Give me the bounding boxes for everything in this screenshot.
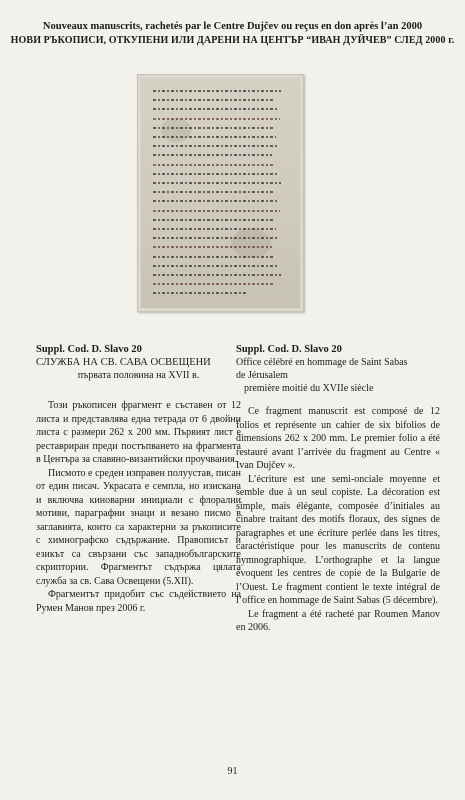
paper-stain	[231, 228, 271, 258]
bulgarian-column	[36, 343, 241, 615]
manuscript-text-line	[153, 118, 280, 120]
manuscript-text-line	[153, 283, 274, 285]
manuscript-text-line	[153, 292, 248, 294]
manuscript-text-line	[153, 145, 279, 147]
manuscript-text-line	[153, 136, 276, 138]
manuscript-date: première moitié du XVIIe siècle	[244, 383, 374, 394]
manuscript-title-line1: Office célébré en hommage de Saint Sabas	[236, 357, 408, 368]
manuscript-text-line	[153, 127, 273, 129]
description-paragraph: L’écriture est une semi-onciale moyenne et semble due à un seul copiste. La décoration est simple, mais élégante, composée d’initiales au cinabre traitant des motifs floraux, des signes de paragraphes et une écriture perlée dans les titres, caractéristique pour les manuscrits de contenu hymnographique. L’orthographe et la langue évoquent les centres de copie de la Bulgarie de l’Ouest. Le fragment contient le texte intégral de l’office en hommage de Saint Sabas (5 décembre).	[236, 473, 440, 606]
page-header	[0, 20, 465, 48]
manuscript-text-line	[153, 228, 276, 230]
description-paragraph: Фрагментът придобит със съдействието на Румен Манов през 2006 г.	[36, 589, 241, 614]
manuscript-text-line	[153, 265, 278, 267]
manuscript-text-line	[153, 191, 274, 193]
manuscript-text-line	[153, 182, 281, 184]
manuscript-text-line	[153, 108, 277, 110]
french-column	[236, 343, 440, 635]
page-number: 91	[227, 766, 238, 777]
description-paragraph: Този ръкописен фрагмент е съставен от 12 листа и представлява една тетрада от 6 двойни листа с размери 262 х 200 мм. Първият лист е реставриран преди постъпването на фрагмента в Центъра за славяно-византийски проучвания.	[36, 400, 241, 465]
manuscript-code: Suppl. Cod. D. Slavo 20	[36, 344, 142, 355]
manuscript-date: първата половина на XVII в.	[77, 370, 200, 381]
paper-stain	[161, 118, 191, 142]
manuscript-title-line2: de Jérusalem	[236, 370, 288, 381]
description-paragraph: Ce fragment manuscrit est composé de 12 folios et représente un cahier de six bifolios de dimensions 262 x 200 mm. Le premier folio a été restauré avant l’arrivée du fragment au Centre « Ivan Dujčev ».	[236, 406, 440, 471]
header-title-bulgarian: НОВИ РЪКОПИСИ, ОТКУПЕНИ ИЛИ ДАРЕНИ НА ЦЕНТЪР “ИВАН ДУЙЧЕВ” СЛЕД 2000 г.	[10, 35, 455, 46]
manuscript-text-line	[153, 210, 280, 212]
description-paragraph: Le fragment a été racheté par Roumen Manov en 2006.	[236, 608, 440, 633]
manuscript-text-line	[153, 219, 273, 221]
manuscript-text-line	[153, 274, 281, 276]
manuscript-photo	[137, 74, 304, 312]
manuscript-text-line	[153, 90, 281, 92]
manuscript-text-line	[153, 99, 274, 101]
manuscript-leaf	[141, 78, 300, 308]
manuscript-code: Suppl. Cod. D. Slavo 20	[236, 344, 342, 355]
description-paragraph: Писмото е средeн изправен полуустав, писан от един писач. Украсата е семпла, но изискана и включва киноварни инициали с флорални мотиви, параграфни знаци и везано писмо в заглавията, които са характерни за ръкописите с химнографско съдържание. Правописът и езикът са свързани със западнобългарските скриптории. Фрагментът съдържа цялата служба за св. Сава Освещени (5.XII).	[36, 467, 241, 587]
manuscript-text-line	[153, 256, 275, 258]
manuscript-text-line	[153, 173, 278, 175]
manuscript-text-line	[153, 164, 275, 166]
manuscript-text-line	[153, 246, 272, 248]
manuscript-text-line	[153, 237, 279, 239]
manuscript-text-line	[153, 154, 272, 156]
manuscript-title: СЛУЖБА НА СВ. САВА ОСВЕЩЕНИ	[36, 357, 211, 368]
header-title-french: Nouveaux manuscrits, rachetés par le Centre Dujčev ou reçus en don après l’an 2000	[42, 21, 423, 32]
manuscript-text-line	[153, 200, 277, 202]
